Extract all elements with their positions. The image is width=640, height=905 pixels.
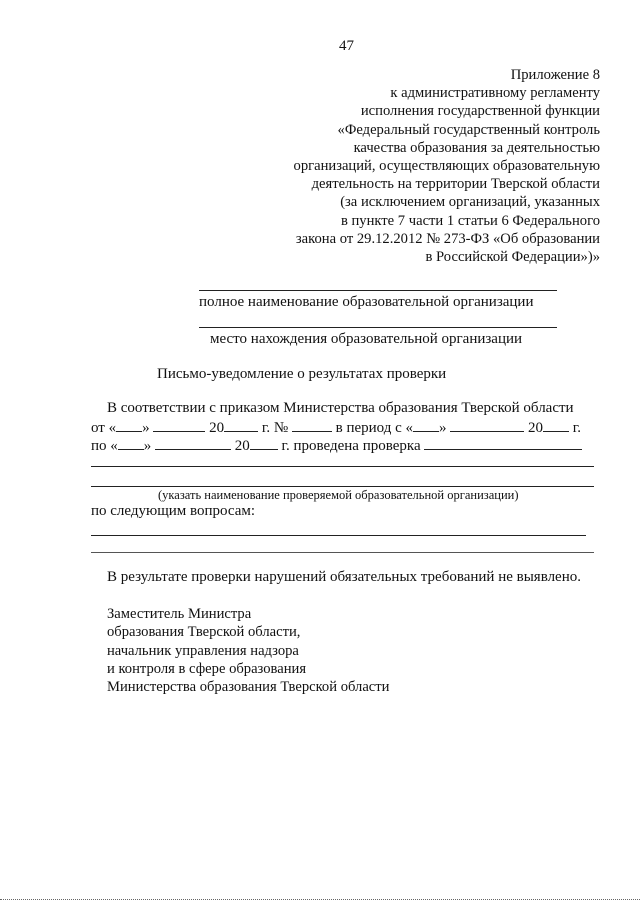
appendix-line: в пункте 7 части 1 статьи 6 Федерального — [340, 212, 600, 229]
start-year-blank — [543, 418, 569, 432]
page-number: 47 — [339, 38, 354, 54]
end-year-blank — [250, 436, 278, 450]
letter-line-3: по « » 20 г. проведена проверка — [91, 436, 582, 455]
questions-line — [91, 535, 586, 536]
questions-line — [91, 552, 594, 553]
end-month-blank — [155, 436, 231, 450]
fill-line — [91, 486, 594, 487]
appendix-line: деятельность на территории Тверской области — [311, 176, 600, 193]
year-blank — [224, 418, 258, 432]
appendix-header — [294, 66, 600, 266]
scan-edge — [0, 899, 640, 900]
order-number-blank — [292, 418, 332, 432]
org-name-line — [199, 290, 557, 291]
letter-title: Письмо-уведомление о результатах проверки — [157, 366, 447, 382]
appendix-line: организаций, осуществляющих образовательную — [293, 158, 600, 175]
start-day-blank — [413, 418, 439, 432]
org-under-check-caption: (указать наименование проверяемой образовательной организации) — [158, 488, 519, 502]
appendix-line: закона от 29.12.2012 № 273-ФЗ «Об образовании — [295, 230, 600, 247]
appendix-line: Приложение 8 — [510, 67, 600, 83]
appendix-line: в Российской Федерации»)» — [425, 249, 600, 266]
signature-line: образования Тверской области, — [107, 624, 301, 641]
signature-line: Министерства образования Тверской области — [107, 679, 390, 696]
signature-block — [107, 605, 389, 696]
end-day-blank — [118, 436, 144, 450]
letter-line-1: В соответствии с приказом Министерства образования Тверской области — [107, 400, 574, 416]
org-name-caption: полное наименование образовательной организации — [199, 294, 534, 310]
letter-line-2: от « » 20 г. № в период с « » 20 г. — [91, 420, 582, 436]
appendix-line: исполнения государственной функции — [360, 103, 600, 120]
day-blank — [116, 418, 142, 432]
appendix-line: (за исключением организаций, указанных — [340, 194, 600, 211]
org-location-line — [199, 327, 557, 328]
checked-org-blank — [424, 436, 582, 450]
signature-line: и контроля в сфере образования — [107, 660, 307, 677]
result-text: В результате проверки нарушений обязательных требований не выявлено. — [107, 569, 581, 585]
signature-line: начальник управления надзора — [107, 642, 299, 659]
month-blank — [153, 418, 205, 432]
appendix-line: качества образования за деятельностью — [353, 139, 600, 156]
fill-line — [91, 466, 594, 467]
org-location-caption: место нахождения образовательной организации — [210, 331, 523, 347]
signature-line: Заместитель Министра — [107, 606, 252, 622]
questions-label: по следующим вопросам: — [91, 503, 256, 519]
appendix-line: «Федеральный государственный контроль — [337, 121, 600, 138]
appendix-line: к административному регламенту — [390, 85, 600, 102]
start-month-blank — [450, 418, 524, 432]
